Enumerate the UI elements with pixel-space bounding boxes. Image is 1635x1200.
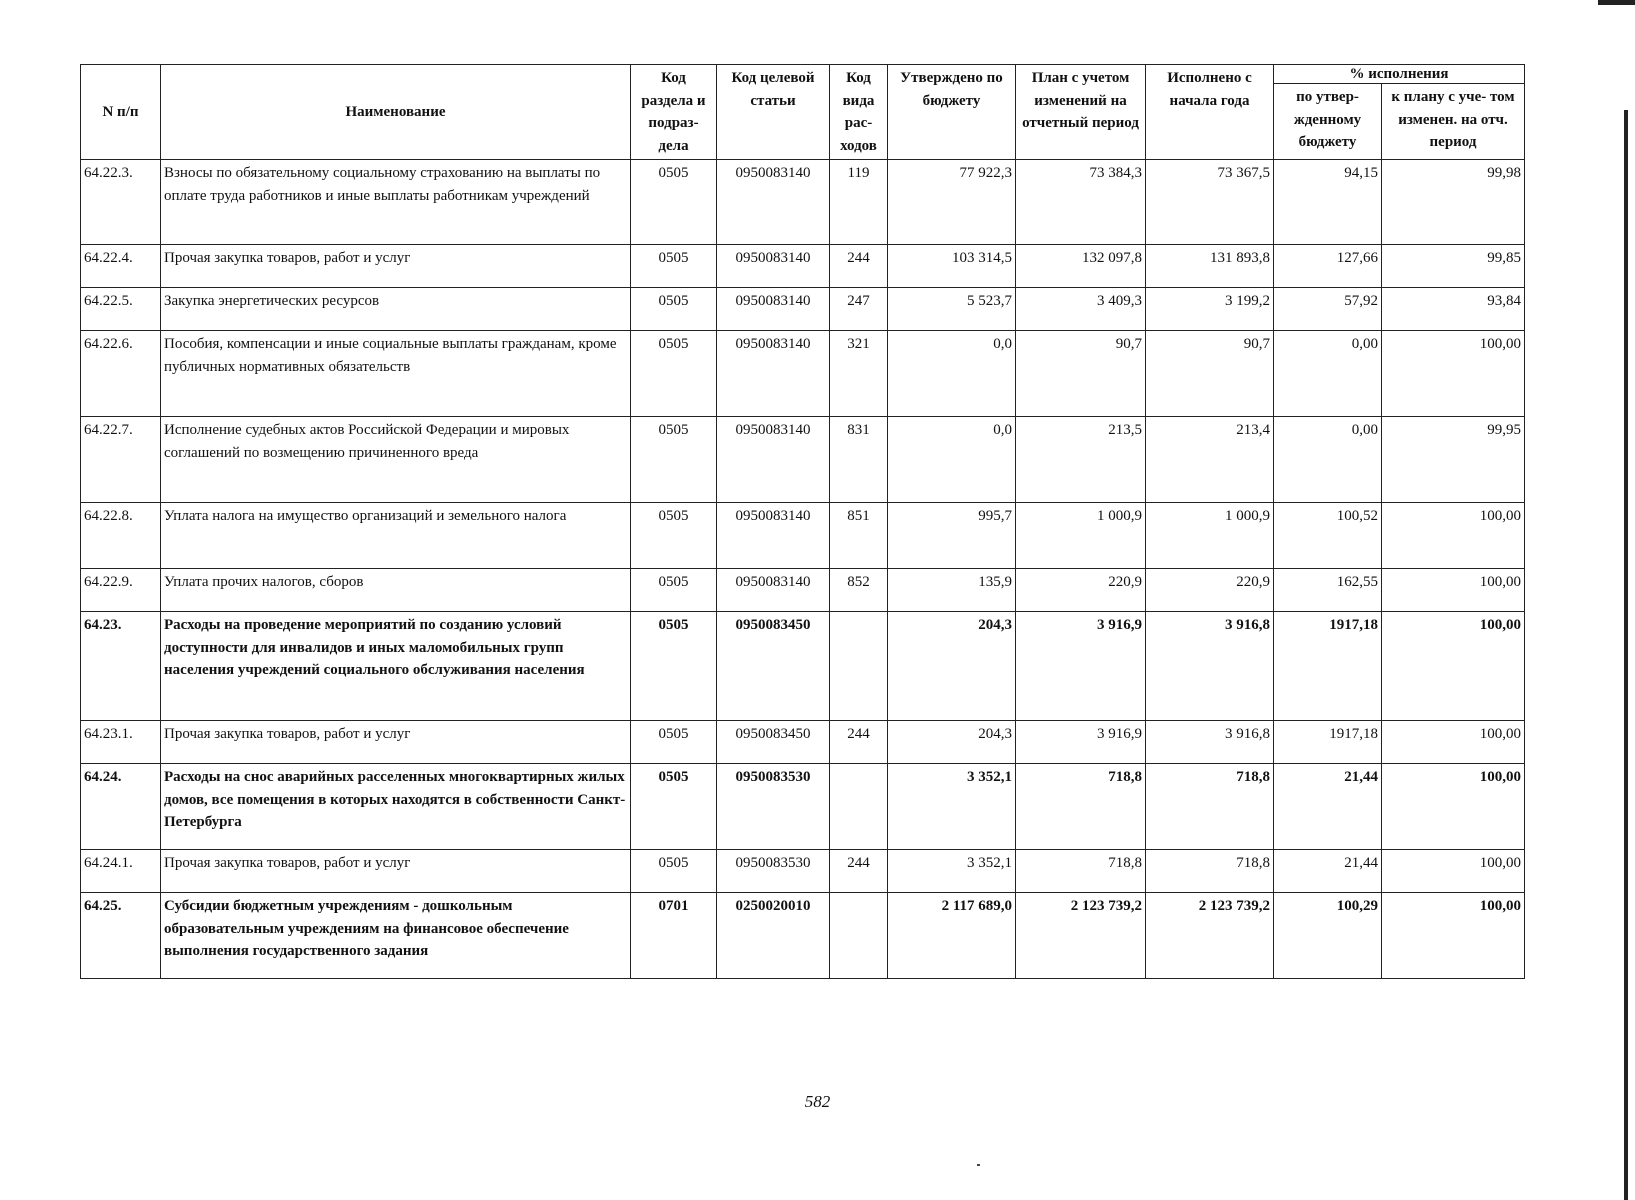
- cell-num: 64.22.4.: [81, 245, 161, 288]
- cell-pct-approved: 100,29: [1274, 893, 1382, 979]
- cell-plan: 132 097,8: [1016, 245, 1146, 288]
- cell-section-code: 0505: [631, 569, 717, 612]
- cell-num: 64.22.5.: [81, 288, 161, 331]
- table-row: [81, 245, 1525, 288]
- table-row: [81, 503, 1525, 569]
- table-row: [81, 850, 1525, 893]
- cell-executed: 3 199,2: [1146, 288, 1274, 331]
- cell-name: Уплата налога на имущество организаций и земельного налога: [161, 503, 631, 569]
- cell-section-code: 0505: [631, 721, 717, 764]
- cell-section-code: 0505: [631, 331, 717, 417]
- cell-pct-plan: 100,00: [1382, 569, 1525, 612]
- cell-num: 64.22.6.: [81, 331, 161, 417]
- cell-expense-kind-code: 851: [830, 503, 888, 569]
- header-executed: Исполнено с начала года: [1146, 65, 1274, 160]
- cell-pct-plan: 99,98: [1382, 160, 1525, 245]
- cell-executed: 73 367,5: [1146, 160, 1274, 245]
- cell-approved: 3 352,1: [888, 764, 1016, 850]
- page-number: 582: [804, 1092, 831, 1111]
- cell-target-code: 0950083140: [717, 331, 830, 417]
- header-section-code: Код раздела и подраз- дела: [631, 65, 717, 160]
- cell-plan: 3 916,9: [1016, 721, 1146, 764]
- cell-plan: 718,8: [1016, 850, 1146, 893]
- cell-name: Субсидии бюджетным учреждениям - дошкольным образовательным учреждениям на финансовое обеспечение выполнения государственного задания: [161, 893, 631, 979]
- cell-target-code: 0950083450: [717, 612, 830, 721]
- cell-plan: 90,7: [1016, 331, 1146, 417]
- cell-pct-plan: 93,84: [1382, 288, 1525, 331]
- cell-target-code: 0950083450: [717, 721, 830, 764]
- cell-num: 64.23.: [81, 612, 161, 721]
- cell-pct-approved: 1917,18: [1274, 721, 1382, 764]
- table-header: [81, 65, 1525, 160]
- table-row: [81, 612, 1525, 721]
- cell-expense-kind-code: 119: [830, 160, 888, 245]
- cell-pct-approved: 21,44: [1274, 764, 1382, 850]
- cell-pct-plan: 100,00: [1382, 331, 1525, 417]
- cell-executed: 131 893,8: [1146, 245, 1274, 288]
- cell-section-code: 0505: [631, 612, 717, 721]
- table-row: [81, 893, 1525, 979]
- cell-num: 64.24.1.: [81, 850, 161, 893]
- cell-num: 64.22.8.: [81, 503, 161, 569]
- cell-plan: 2 123 739,2: [1016, 893, 1146, 979]
- cell-pct-plan: 100,00: [1382, 893, 1525, 979]
- scan-speck: [977, 1164, 980, 1166]
- cell-pct-approved: 21,44: [1274, 850, 1382, 893]
- cell-expense-kind-code: 244: [830, 245, 888, 288]
- cell-target-code: 0950083530: [717, 764, 830, 850]
- cell-pct-approved: 1917,18: [1274, 612, 1382, 721]
- cell-approved: 204,3: [888, 721, 1016, 764]
- cell-name: Расходы на проведение мероприятий по созданию условий доступности для инвалидов и иных маломобильных групп населения учреждений социального обслуживания населения: [161, 612, 631, 721]
- cell-approved: 77 922,3: [888, 160, 1016, 245]
- cell-approved: 0,0: [888, 331, 1016, 417]
- cell-num: 64.22.9.: [81, 569, 161, 612]
- scan-edge-mark: [1624, 110, 1628, 1200]
- cell-section-code: 0505: [631, 417, 717, 503]
- cell-approved: 5 523,7: [888, 288, 1016, 331]
- cell-approved: 3 352,1: [888, 850, 1016, 893]
- cell-pct-approved: 127,66: [1274, 245, 1382, 288]
- cell-expense-kind-code: 852: [830, 569, 888, 612]
- cell-num: 64.24.: [81, 764, 161, 850]
- cell-pct-plan: 99,85: [1382, 245, 1525, 288]
- cell-target-code: 0950083140: [717, 288, 830, 331]
- cell-pct-approved: 0,00: [1274, 331, 1382, 417]
- cell-approved: 204,3: [888, 612, 1016, 721]
- header-pct-approved: по утвер- жденному бюджету: [1274, 84, 1382, 160]
- cell-pct-approved: 100,52: [1274, 503, 1382, 569]
- cell-executed: 1 000,9: [1146, 503, 1274, 569]
- table-row: [81, 764, 1525, 850]
- cell-executed: 220,9: [1146, 569, 1274, 612]
- header-row: [81, 65, 1525, 84]
- cell-approved: 0,0: [888, 417, 1016, 503]
- cell-plan: 73 384,3: [1016, 160, 1146, 245]
- cell-section-code: 0505: [631, 503, 717, 569]
- table-row: [81, 417, 1525, 503]
- cell-section-code: 0505: [631, 850, 717, 893]
- header-pct-plan: к плану с уче- том изменен. на отч. период: [1382, 84, 1525, 160]
- cell-plan: 213,5: [1016, 417, 1146, 503]
- cell-num: 64.22.3.: [81, 160, 161, 245]
- cell-pct-approved: 0,00: [1274, 417, 1382, 503]
- cell-target-code: 0950083140: [717, 160, 830, 245]
- cell-approved: 135,9: [888, 569, 1016, 612]
- cell-name: Прочая закупка товаров, работ и услуг: [161, 721, 631, 764]
- cell-plan: 220,9: [1016, 569, 1146, 612]
- header-name: Наименование: [161, 65, 631, 160]
- cell-executed: 90,7: [1146, 331, 1274, 417]
- table-row: [81, 160, 1525, 245]
- cell-pct-plan: 100,00: [1382, 764, 1525, 850]
- cell-expense-kind-code: 831: [830, 417, 888, 503]
- cell-pct-plan: 100,00: [1382, 721, 1525, 764]
- cell-target-code: 0250020010: [717, 893, 830, 979]
- cell-pct-approved: 162,55: [1274, 569, 1382, 612]
- cell-approved: 103 314,5: [888, 245, 1016, 288]
- cell-executed: 718,8: [1146, 764, 1274, 850]
- cell-target-code: 0950083140: [717, 417, 830, 503]
- header-approved: Утверждено по бюджету: [888, 65, 1016, 160]
- cell-section-code: 0505: [631, 160, 717, 245]
- table-row: [81, 721, 1525, 764]
- cell-executed: 3 916,8: [1146, 612, 1274, 721]
- cell-name: Расходы на снос аварийных расселенных многоквартирных жилых домов, все помещения в которых находятся в собственности Санкт-Петербурга: [161, 764, 631, 850]
- cell-pct-plan: 100,00: [1382, 850, 1525, 893]
- cell-section-code: 0505: [631, 764, 717, 850]
- cell-target-code: 0950083140: [717, 569, 830, 612]
- cell-name: Взносы по обязательному социальному страхованию на выплаты по оплате труда работников и иные выплаты работникам учреждений: [161, 160, 631, 245]
- table-body: [81, 160, 1525, 979]
- cell-plan: 718,8: [1016, 764, 1146, 850]
- cell-target-code: 0950083530: [717, 850, 830, 893]
- header-num: N п/п: [81, 65, 161, 160]
- cell-num: 64.23.1.: [81, 721, 161, 764]
- cell-num: 64.25.: [81, 893, 161, 979]
- scan-edge-mark: [1598, 0, 1635, 5]
- cell-pct-plan: 100,00: [1382, 503, 1525, 569]
- cell-executed: 718,8: [1146, 850, 1274, 893]
- cell-target-code: 0950083140: [717, 503, 830, 569]
- cell-name: Закупка энергетических ресурсов: [161, 288, 631, 331]
- header-percent-group: % исполнения: [1274, 65, 1525, 84]
- cell-section-code: 0505: [631, 245, 717, 288]
- cell-plan: 3 409,3: [1016, 288, 1146, 331]
- header-expense-kind-code: Код вида рас- ходов: [830, 65, 888, 160]
- cell-expense-kind-code: 321: [830, 331, 888, 417]
- cell-name: Уплата прочих налогов, сборов: [161, 569, 631, 612]
- cell-pct-plan: 100,00: [1382, 612, 1525, 721]
- cell-plan: 1 000,9: [1016, 503, 1146, 569]
- table-row: [81, 569, 1525, 612]
- cell-name: Прочая закупка товаров, работ и услуг: [161, 245, 631, 288]
- cell-executed: 2 123 739,2: [1146, 893, 1274, 979]
- budget-execution-table: [80, 64, 1525, 979]
- cell-num: 64.22.7.: [81, 417, 161, 503]
- cell-approved: 2 117 689,0: [888, 893, 1016, 979]
- cell-pct-approved: 57,92: [1274, 288, 1382, 331]
- cell-executed: 3 916,8: [1146, 721, 1274, 764]
- cell-name: Исполнение судебных актов Российской Федерации и мировых соглашений по возмещению причиненного вреда: [161, 417, 631, 503]
- cell-expense-kind-code: 247: [830, 288, 888, 331]
- cell-pct-plan: 99,95: [1382, 417, 1525, 503]
- cell-pct-approved: 94,15: [1274, 160, 1382, 245]
- cell-expense-kind-code: [830, 612, 888, 721]
- cell-expense-kind-code: [830, 893, 888, 979]
- table-row: [81, 331, 1525, 417]
- cell-name: Пособия, компенсации и иные социальные выплаты гражданам, кроме публичных нормативных обязательств: [161, 331, 631, 417]
- cell-expense-kind-code: 244: [830, 850, 888, 893]
- header-target-code: Код целевой статьи: [717, 65, 830, 160]
- cell-section-code: 0505: [631, 288, 717, 331]
- cell-expense-kind-code: [830, 764, 888, 850]
- cell-section-code: 0701: [631, 893, 717, 979]
- cell-plan: 3 916,9: [1016, 612, 1146, 721]
- cell-executed: 213,4: [1146, 417, 1274, 503]
- cell-expense-kind-code: 244: [830, 721, 888, 764]
- table-row: [81, 288, 1525, 331]
- cell-target-code: 0950083140: [717, 245, 830, 288]
- header-plan: План с учетом изменений на отчетный период: [1016, 65, 1146, 160]
- cell-approved: 995,7: [888, 503, 1016, 569]
- cell-name: Прочая закупка товаров, работ и услуг: [161, 850, 631, 893]
